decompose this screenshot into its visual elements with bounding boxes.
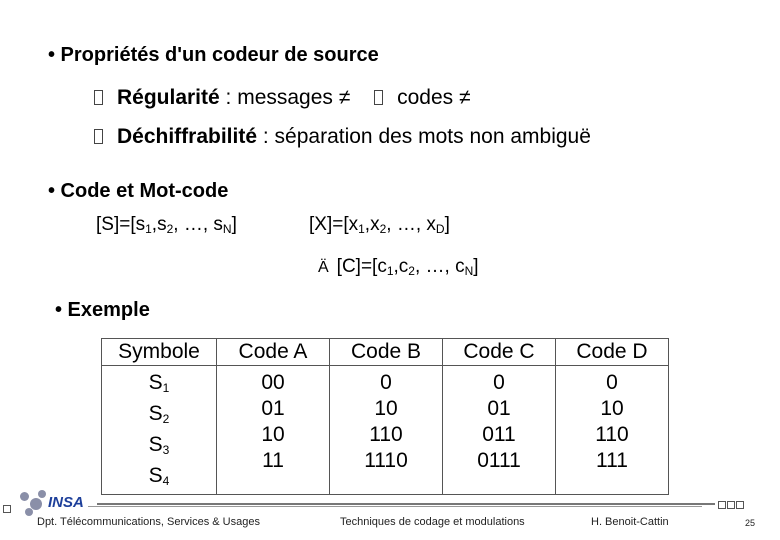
decor-square-icon xyxy=(727,501,735,509)
regularity-text-b: codes ≠ xyxy=(397,86,471,109)
s-def-sub1: 1 xyxy=(145,222,152,236)
symbol-cell xyxy=(102,401,216,432)
code-cell: 011 xyxy=(482,423,516,446)
c-def-mid2: , …, c xyxy=(414,256,465,277)
section-title-properties: • Propriétés d'un codeur de source xyxy=(48,44,379,66)
code-cell: 1110 xyxy=(364,449,408,472)
symbol-base: S xyxy=(148,371,163,394)
header-symbol: Symbole xyxy=(102,339,217,366)
section-title-example: • Exemple xyxy=(55,299,150,321)
code-cell: 11 xyxy=(262,449,284,472)
source-alphabet xyxy=(96,214,237,236)
logo-dot xyxy=(25,508,33,516)
x-def-subd: D xyxy=(435,222,445,236)
symbol-cell xyxy=(102,463,216,494)
symbol-sub: 2 xyxy=(162,412,170,426)
header-code-c: Code C xyxy=(443,339,556,366)
symbol-base: S xyxy=(148,402,163,425)
s-def-sub2: 2 xyxy=(166,222,174,236)
insa-logo: INSA xyxy=(48,494,84,511)
missing-glyph-icon xyxy=(374,90,383,105)
c-def-post: ] xyxy=(473,256,479,277)
x-def-mid1: ,x xyxy=(364,214,380,235)
symbol-sub: 4 xyxy=(162,474,170,488)
symbol-cell xyxy=(102,432,216,463)
footer-course: Techniques de codage et modulations xyxy=(340,516,525,528)
code-cell: 0 xyxy=(493,371,505,394)
code-cell: 111 xyxy=(596,449,628,472)
logo-dot xyxy=(38,490,46,498)
table-body-row xyxy=(102,366,669,495)
code-cell: 01 xyxy=(261,397,285,420)
code-a-column xyxy=(217,366,330,495)
regularity-term: Régularité xyxy=(117,86,220,109)
symbol-column xyxy=(102,366,217,495)
c-def-sub2: 2 xyxy=(408,264,415,278)
missing-glyph-icon xyxy=(94,90,103,105)
x-def-post: ] xyxy=(444,214,450,235)
header-code-a: Code A xyxy=(217,339,330,366)
x-def-sub1: 1 xyxy=(358,222,365,236)
code-cell: 110 xyxy=(595,423,629,446)
footer-rule-thin xyxy=(88,506,702,507)
decor-square-icon xyxy=(718,501,726,509)
code-cell: 10 xyxy=(261,423,285,446)
code-alphabet xyxy=(309,214,450,236)
code-cell: 10 xyxy=(374,397,398,420)
footer-department: Dpt. Télécommunications, Services & Usages xyxy=(37,516,260,528)
code-cell: 01 xyxy=(487,397,511,420)
s-def-pre: [S]=[s xyxy=(96,214,146,235)
code-cell: 00 xyxy=(261,371,285,394)
decor-square-icon xyxy=(736,501,744,509)
x-def-sub2: 2 xyxy=(379,222,387,236)
decipherability-text: : séparation des mots non ambiguë xyxy=(257,125,591,148)
c-def-pre: [C]=[c xyxy=(336,256,387,277)
s-def-mid2: , …, s xyxy=(173,214,223,235)
missing-glyph-icon xyxy=(94,129,103,144)
code-cell: 10 xyxy=(600,397,624,420)
symbol-base: S xyxy=(148,433,163,456)
symbol-sub: 3 xyxy=(162,443,170,457)
s-def-mid1: ,s xyxy=(151,214,167,235)
symbol-base: S xyxy=(148,464,163,487)
code-cell: 0111 xyxy=(477,449,521,472)
decipherability-term: Déchiffrabilité xyxy=(117,125,258,148)
code-example-table xyxy=(101,338,669,495)
s-def-post: ] xyxy=(231,214,237,235)
x-def-mid2: , …, x xyxy=(386,214,436,235)
code-d-column xyxy=(556,366,669,495)
header-code-d: Code D xyxy=(556,339,669,366)
page-number: 25 xyxy=(745,518,756,528)
x-def-pre: [X]=[x xyxy=(309,214,359,235)
logo-dot xyxy=(20,492,29,501)
decipherability-line xyxy=(94,125,591,149)
c-def-subn: N xyxy=(464,264,474,278)
code-cell: 0 xyxy=(380,371,392,394)
codewords-set xyxy=(318,256,479,278)
c-def-sub1: 1 xyxy=(386,264,394,278)
arrow-icon: Ä xyxy=(318,259,329,276)
table-header-row xyxy=(102,339,669,366)
regularity-line xyxy=(94,86,471,110)
decor-square-icon xyxy=(3,505,11,513)
c-def-mid1: ,c xyxy=(393,256,409,277)
symbol-cell xyxy=(102,370,216,401)
code-cell: 0 xyxy=(606,371,618,394)
header-code-b: Code B xyxy=(330,339,443,366)
s-def-subn: N xyxy=(222,222,232,236)
code-b-column xyxy=(330,366,443,495)
section-title-code: • Code et Mot-code xyxy=(48,180,229,202)
symbol-sub: 1 xyxy=(162,381,170,395)
footer-author: H. Benoit-Cattin xyxy=(591,516,669,528)
code-cell: 110 xyxy=(369,423,403,446)
regularity-text-a: : messages ≠ xyxy=(219,86,357,109)
footer-rule xyxy=(97,503,715,505)
code-c-column xyxy=(443,366,556,495)
